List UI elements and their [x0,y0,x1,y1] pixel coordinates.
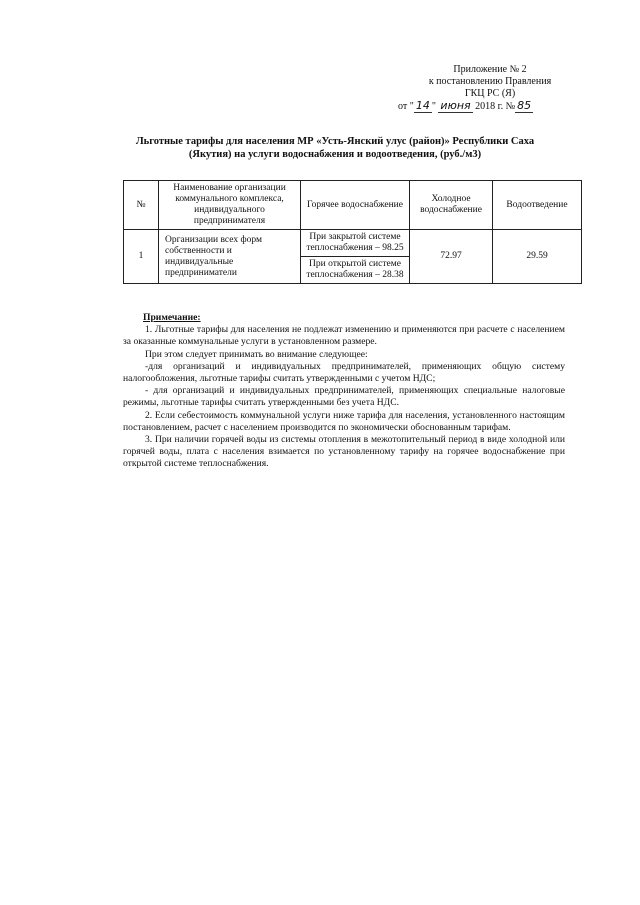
notes-section [123,312,565,471]
ref-mid: " [431,101,436,112]
appendix-number: Приложение № 2 [453,64,527,75]
title-line-1: Льготные тарифы для населения МР «Усть-Янский улус (район)» Республики Саха [135,136,535,147]
appendix-resolution-ref: к постановлению Правления [428,76,552,87]
cell-organization: Организации всех форм собственности и индивидуальные предприниматели [159,230,301,284]
cell-hot-closed: При закрытой системе теплоснабжения – 98.25 [301,230,410,257]
cell-cold-water: 72.97 [410,230,493,284]
header-organization: Наименование организации коммунального комплекса, индивидуального предпринимателя [159,181,301,230]
ref-month: июня [440,99,471,112]
tariff-table-wrapper [123,180,582,284]
appendix-authority: ГКЦ РС (Я) [464,88,516,99]
note-paragraph-4: - для организаций и индивидуальных предпринимателей, применяющих специальные налоговые режимы, льготные тарифы считать утвержденными без учета НДС. [123,385,565,409]
ref-year: 2018 г. № [475,101,516,112]
cell-number: 1 [124,230,159,284]
cell-hot-open: При открытой системе теплоснабжения – 28.38 [301,257,410,284]
cell-drainage: 29.59 [493,230,582,284]
note-paragraph-1: 1. Льготные тарифы для населения не подлежат изменению и применяются при расчете с населением за оказанные коммунальные услуги в установленном размере. [123,324,565,348]
tariff-table [123,180,582,284]
title-line-2: (Якутия) на услуги водоснабжения и водоотведения, (руб./м3) [188,149,482,160]
note-paragraph-2: При этом следует принимать во внимание следующее: [145,348,368,360]
ref-day: 14 [415,99,430,112]
appendix-header [395,64,585,100]
note-paragraph-3: -для организаций и индивидуальных предпринимателей, применяющих общую систему налогообложения, льготные тарифы считать утвержденными с учетом НДС; [123,360,565,385]
document-title [110,135,560,161]
table-row [124,230,582,257]
resolution-date-number [398,99,533,112]
ref-prefix: от " [398,101,414,112]
note-paragraph-6: 3. При наличии горячей воды из системы отопления в межотопительный период в виде холодной или горячей воды, плата с населения взимается по установленному тарифу на горячее водоснабжение при открытой системе теплоснабжения. [123,434,565,470]
header-hot-water: Горячее водоснабжение [301,181,410,230]
header-drainage: Водоотведение [493,181,582,230]
note-paragraph-5: 2. Если себестоимость коммунальной услуги ниже тарифа для населения, установленного настоящим постановлением, расчет с населением производится по экономически обоснованным тарифам. [123,409,565,433]
notes-heading: Примечание: [143,312,201,323]
header-number: № [124,181,159,230]
ref-number: 85 [517,99,532,112]
table-header-row [124,181,582,230]
header-cold-water: Холодное водоснабжение [410,181,493,230]
